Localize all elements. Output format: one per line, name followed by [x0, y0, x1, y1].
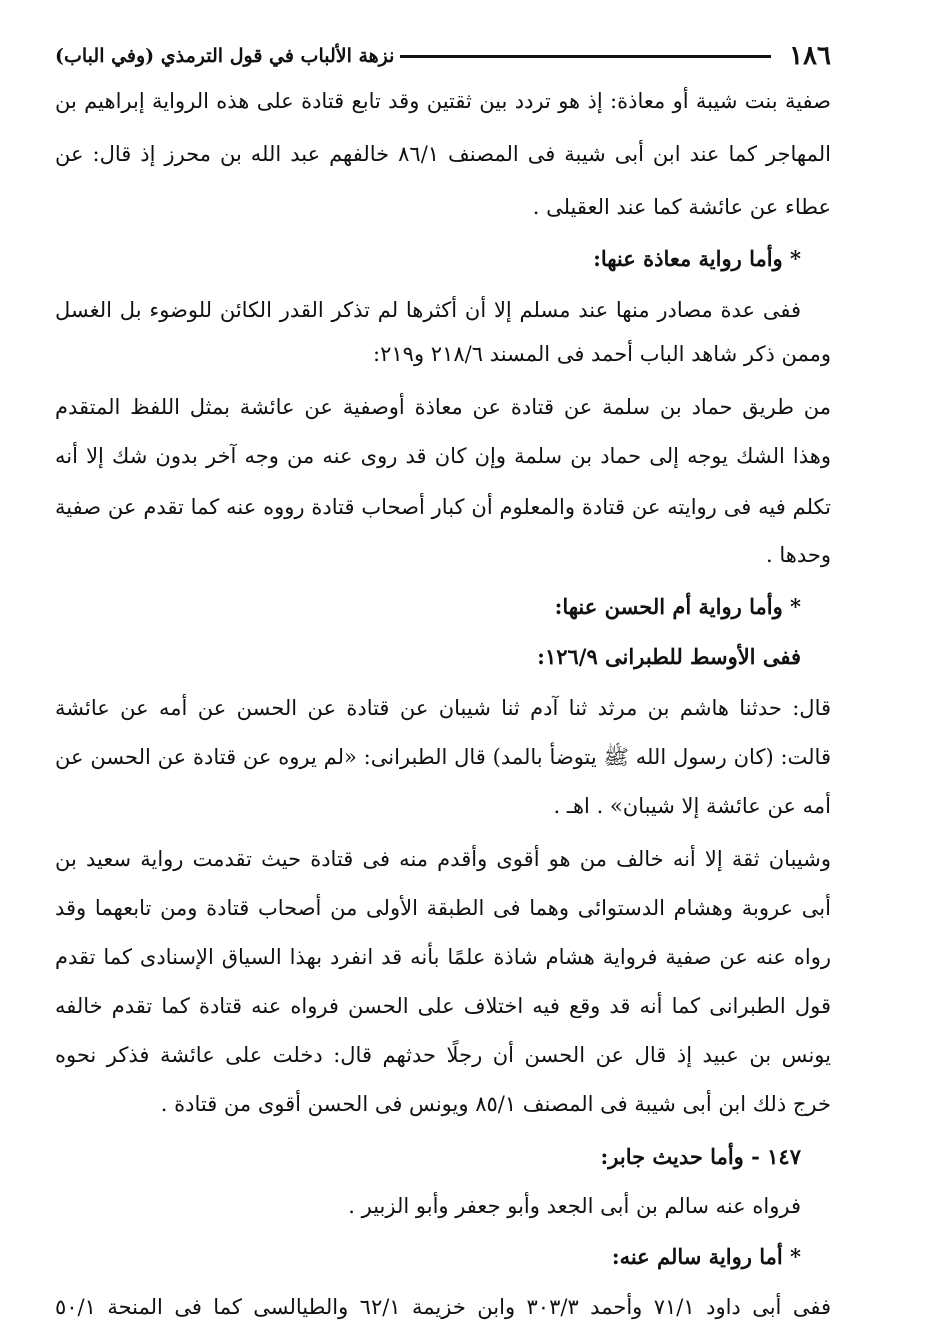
page-header: [55, 36, 831, 76]
section-subheading: ففى الأوسط للطبرانى ١٢٦/٩:: [537, 644, 801, 669]
hadith-heading: ١٤٧ - وأما حديث جابر:: [600, 1144, 801, 1169]
body-line: ففى أبى داود ٧١/١ وأحمد ٣٠٣/٣ وابن خزيمة ٦٢/١ والطيالسى كما فى المنحة ٥٠/١: [55, 1295, 831, 1319]
body-line: خرج ذلك ابن أبى شيبة فى المصنف ٨٥/١ ويونس فى الحسن أقوى من قتادة .: [160, 1092, 831, 1116]
body-line: أبى عروبة وهشام الدستوائى وهما فى الطبقة الأولى من أصحاب قتادة ومن تابعهما وقد: [55, 896, 831, 920]
section-heading: * وأما رواية أم الحسن عنها:: [554, 594, 801, 619]
body-line: فرواه عنه سالم بن أبى الجعد وأبو جعفر وأبو الزبير .: [348, 1194, 801, 1218]
body-line: تكلم فيه فى روايته عن قتادة والمعلوم أن كبار أصحاب قتادة رووه عنه كما تقدم عن صفية: [55, 495, 831, 519]
running-title: نزهة الألباب في قول الترمذي (وفي الباب): [55, 45, 395, 67]
body-line: رواه عنه عن صفية فرواية هشام شاذة علمًا بأنه قد انفرد بهذا السياق الإسنادى كما تقدم: [55, 945, 831, 969]
body-line: ففى عدة مصادر منها عند مسلم إلا أن أكثرها لم تذكر القدر الكائن للوضوء بل الغسل: [55, 298, 801, 322]
body-line: قول الطبرانى كما أنه قد وقع فيه اختلاف على الحسن فرواه عنه قتادة كما تقدم خالفه: [55, 994, 831, 1018]
body-line: قالت: (كان رسول الله ﷺ يتوضأ بالمد) قال الطبرانى: «لم يروه عن قتادة عن الحسن عن: [55, 745, 831, 769]
body-line: أمه عن عائشة إلا شيبان» . اهـ .: [553, 794, 831, 818]
body-line: المهاجر كما عند ابن أبى شيبة فى المصنف ٨٦/١ خالفهم عبد الله بن محرز إذ قال: عن: [55, 142, 831, 166]
body-line: وهذا الشك يوجه إلى حماد بن سلمة وإن كان قد روى عنه من وجه آخر بدون شك إلا أنه: [55, 444, 831, 468]
page-number: ١٨٦: [789, 41, 831, 71]
body-line: وشيبان ثقة إلا أنه خالف من هو أقوى وأقدم منه فى قتادة حيث تقدمت رواية سعيد بن: [55, 847, 831, 871]
section-heading: * أما رواية سالم عنه:: [611, 1244, 801, 1269]
body-line: قال: حدثنا هاشم بن مرثد ثنا آدم ثنا شيبان عن قتادة عن الحسن عن أمه عن عائشة: [55, 696, 831, 720]
section-heading: * وأما رواية معاذة عنها:: [593, 246, 801, 271]
body-line: عطاء عن عائشة كما عند العقيلى .: [532, 195, 831, 219]
body-line: صفية بنت شيبة أو معاذة: إذ هو تردد بين ثقتين وقد تابع قتادة على هذه الرواية إبراهيم بن: [55, 89, 831, 113]
body-line: من طريق حماد بن سلمة عن قتادة عن معاذة أوصفية عن عائشة بمثل اللفظ المتقدم: [55, 395, 831, 419]
header-rule: [400, 55, 771, 58]
body-line: وحدها .: [766, 543, 831, 567]
body-line: يونس بن عبيد إذ قال عن الحسن أن رجلًا حدثهم قال: دخلت على عائشة فذكر نحوه: [55, 1043, 831, 1067]
body-line: وممن ذكر شاهد الباب أحمد فى المسند ٢١٨/٦ و٢١٩:: [373, 342, 831, 366]
